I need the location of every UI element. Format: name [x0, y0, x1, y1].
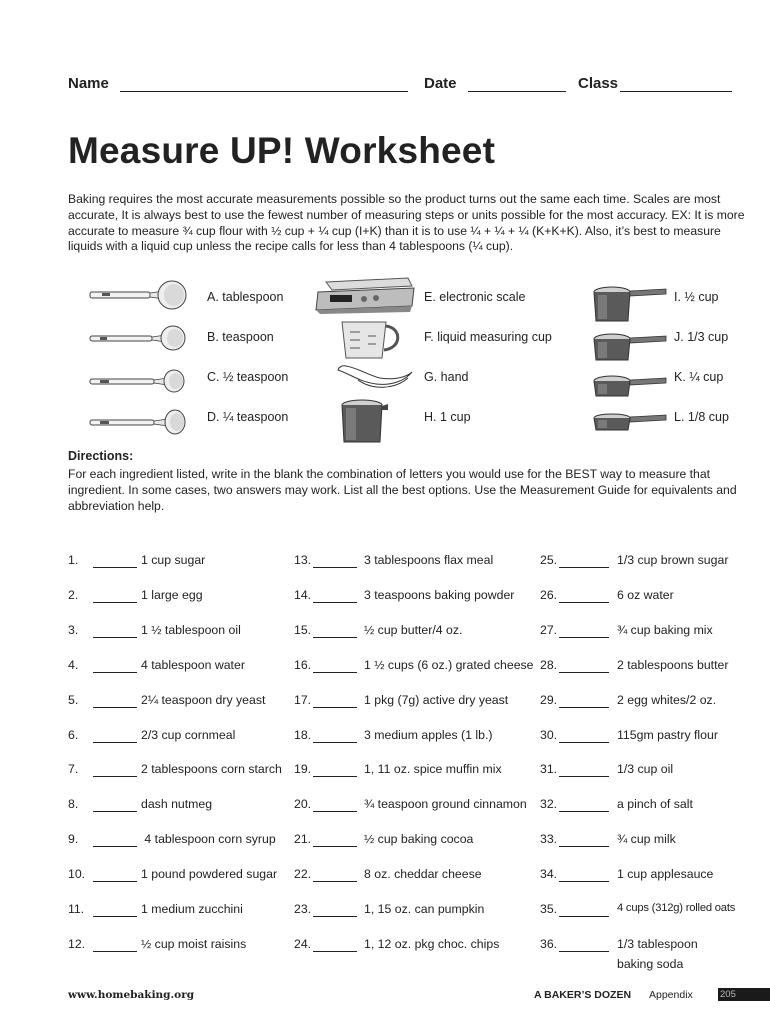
question-number: 3. [68, 622, 79, 637]
class-field[interactable] [620, 91, 732, 92]
answer-blank[interactable] [559, 951, 609, 952]
question-number: 9. [68, 832, 79, 847]
question-number: 27. [540, 622, 558, 637]
intro-paragraph: Baking requires the most accurate measurements possible so the product turns out the same each time. Scales are most accurate, It is always best to use the fewest number of measuring steps or units possible for the most accuracy. EX: It is more accurate to measure ¾ cup flour with ½ cup + ¼ cup (I+K) than it is to use ¼ + ¼ + ¼ (K+K+K). Also, it’s best to measure liquids with a liquid cup unless the recipe calls for less than 4 tablespoons (¼ cup). [68, 192, 745, 254]
ingredient-text: 4 tablespoon water [141, 657, 245, 672]
page-title: Measure UP! Worksheet [68, 130, 496, 171]
tool-label-hand: G. hand [424, 370, 469, 384]
tool-label-quarter-teaspoon: D. ¼ teaspoon [207, 410, 289, 424]
question-number: 14. [294, 587, 312, 602]
footer-section: Appendix [649, 989, 693, 1001]
ingredient-text: 4 cups (312g) rolled oats [617, 902, 736, 914]
question-number: 7. [68, 762, 79, 777]
question-number: 25. [540, 553, 558, 567]
ingredient-text: ¾ cup milk [617, 832, 676, 847]
answer-blank[interactable] [313, 742, 357, 743]
question-number: 24. [294, 936, 312, 951]
tool-label-one-cup: H. 1 cup [424, 410, 471, 424]
footer-brand: A BAKER’S DOZEN [534, 989, 632, 1001]
answer-blank[interactable] [559, 567, 609, 568]
question-number: 31. [540, 762, 558, 777]
ingredient-text: 2/3 cup cornmeal [141, 727, 236, 742]
ingredient-text: 3 teaspoons baking powder [364, 587, 515, 602]
ingredient-text: 1 pound powdered sugar [141, 867, 278, 882]
one-cup-measure-icon [340, 398, 390, 446]
question-number: 19. [294, 762, 312, 777]
page-number: 205 [718, 988, 770, 1001]
question-number: 8. [68, 797, 79, 812]
answer-blank[interactable] [313, 707, 357, 708]
ingredient-text: 1, 12 oz. pkg choc. chips [364, 936, 500, 951]
question-number: 4. [68, 657, 79, 672]
answer-blank[interactable] [93, 672, 137, 673]
ingredient-text: ½ cup butter/4 oz. [364, 622, 463, 637]
name-field[interactable] [120, 91, 408, 92]
answer-blank[interactable] [559, 742, 609, 743]
ingredient-text: 1 ½ cups (6 oz.) grated cheese [364, 657, 534, 672]
answer-blank[interactable] [93, 951, 137, 952]
answer-blank[interactable] [93, 916, 137, 917]
ingredient-text: 6 oz water [617, 587, 674, 602]
answer-blank[interactable] [313, 951, 357, 952]
answer-blank[interactable] [313, 672, 357, 673]
date-label: Date [424, 75, 457, 92]
answer-blank[interactable] [559, 846, 609, 847]
tool-label-eighth-cup: L. 1/8 cup [674, 410, 729, 424]
answer-blank[interactable] [93, 742, 137, 743]
question-36-line2: baking soda [617, 957, 684, 971]
class-label: Class [578, 75, 619, 92]
answer-blank[interactable] [559, 881, 609, 882]
ingredient-text: 1 cup sugar [141, 553, 206, 567]
answer-blank[interactable] [93, 846, 137, 847]
answer-blank[interactable] [559, 637, 609, 638]
name-label: Name [68, 75, 109, 92]
question-number: 22. [294, 867, 312, 882]
answer-blank[interactable] [313, 776, 357, 777]
directions-heading: Directions: [68, 449, 134, 463]
ingredient-text: 8 oz. cheddar cheese [364, 867, 482, 882]
ingredient-text: 2 egg whites/2 oz. [617, 692, 717, 707]
question-number: 5. [68, 692, 79, 707]
answer-blank[interactable] [93, 707, 137, 708]
ingredient-text: 1 medium zucchini [141, 902, 243, 916]
ingredient-text: 4 tablespoon corn syrup [141, 832, 276, 847]
tool-label-teaspoon: B. teaspoon [207, 330, 274, 344]
ingredient-text: 2 tablespoons butter [617, 657, 729, 672]
question-number: 28. [540, 657, 558, 672]
ingredient-text: 1 cup applesauce [617, 867, 714, 882]
ingredient-text: 1, 11 oz. spice muffin mix [364, 762, 502, 777]
tool-label-half-teaspoon: C. ½ teaspoon [207, 370, 289, 384]
tool-label-third-cup: J. 1/3 cup [674, 330, 729, 344]
question-number: 30. [540, 727, 558, 742]
question-number: 12. [68, 936, 86, 951]
question-number: 35. [540, 902, 558, 916]
teaspoon-icon [90, 325, 190, 353]
ingredient-text: 1/3 cup brown sugar [617, 553, 729, 567]
question-number: 10. [68, 867, 86, 882]
question-number: 6. [68, 727, 79, 742]
answer-blank[interactable] [559, 602, 609, 603]
hand-icon [336, 364, 414, 392]
question-number: 18. [294, 727, 312, 742]
liquid-measuring-cup-icon [338, 318, 406, 360]
ingredient-text: a pinch of salt [617, 797, 693, 812]
tablespoon-icon [90, 281, 190, 313]
answer-blank[interactable] [313, 846, 357, 847]
quarter-teaspoon-icon [90, 408, 190, 436]
answer-blank[interactable] [559, 916, 609, 917]
question-number: 23. [294, 902, 312, 916]
ingredient-text: 115gm pastry flour [617, 727, 718, 742]
question-number: 2. [68, 587, 79, 602]
question-number: 11. [68, 902, 85, 916]
ingredient-text: 1 large egg [141, 587, 203, 602]
date-field[interactable] [468, 91, 566, 92]
answer-blank[interactable] [93, 881, 137, 882]
answer-blank[interactable] [313, 811, 357, 812]
ingredient-text: 2 tablespoons corn starch [141, 762, 282, 777]
question-number: 26. [540, 587, 558, 602]
quarter-cup-measure-icon [592, 374, 668, 400]
answer-blank[interactable] [93, 602, 137, 603]
question-number: 36. [540, 936, 558, 951]
question-number: 21. [294, 832, 312, 847]
question-number: 17. [294, 692, 312, 707]
electronic-scale-icon [312, 278, 416, 314]
question-number: 20. [294, 797, 312, 812]
question-number: 33. [540, 832, 558, 847]
half-cup-measure-icon [592, 285, 668, 325]
answer-blank[interactable] [313, 567, 357, 568]
ingredient-text: ¾ teaspoon ground cinnamon [364, 797, 527, 812]
question-number: 32. [540, 797, 558, 812]
ingredient-text: ¾ cup baking mix [617, 622, 713, 637]
answer-blank[interactable] [93, 811, 137, 812]
question-number: 34. [540, 867, 558, 882]
question-number: 16. [294, 657, 312, 672]
ingredient-text: 1 ½ tablespoon oil [141, 622, 241, 637]
answer-blank[interactable] [313, 602, 357, 603]
half-teaspoon-icon [90, 369, 190, 395]
answer-blank[interactable] [313, 881, 357, 882]
question-number: 13. [294, 553, 312, 567]
answer-blank[interactable] [559, 811, 609, 812]
tool-label-quarter-cup: K. ¼ cup [674, 370, 724, 384]
answer-blank[interactable] [93, 776, 137, 777]
ingredient-text: 3 tablespoons flax meal [364, 553, 494, 567]
tool-label-electronic-scale: E. electronic scale [424, 290, 526, 304]
question-number: 1. [68, 553, 79, 567]
third-cup-measure-icon [592, 332, 668, 364]
answer-blank[interactable] [559, 672, 609, 673]
eighth-cup-measure-icon [592, 412, 668, 434]
tool-label-half-cup: I. ½ cup [674, 290, 719, 304]
question-number: 29. [540, 692, 558, 707]
ingredient-text: 1 pkg (7g) active dry yeast [364, 692, 509, 707]
tool-label-liquid-cup: F. liquid measuring cup [424, 330, 552, 344]
ingredient-text: 1/3 tablespoon [617, 936, 698, 951]
footer-website: www.homebaking.org [68, 989, 195, 1001]
directions-text: For each ingredient listed, write in the blank the combination of letters you would use for the BEST way to measure that ingredient. In some cases, two answers may work. List all the best options. Use the Measurement Guide for equivalents and abbreviation help. [68, 467, 737, 513]
ingredient-text: 1, 15 oz. can pumpkin [364, 902, 485, 916]
ingredient-text: ½ cup moist raisins [141, 936, 247, 951]
answer-blank[interactable] [313, 637, 357, 638]
answer-blank[interactable] [559, 776, 609, 777]
answer-blank[interactable] [313, 916, 357, 917]
answer-blank[interactable] [93, 637, 137, 638]
ingredient-text: 1/3 cup oil [617, 762, 674, 777]
answer-blank[interactable] [93, 567, 137, 568]
ingredient-text: dash nutmeg [141, 797, 213, 812]
answer-blank[interactable] [559, 707, 609, 708]
tool-label-tablespoon: A. tablespoon [207, 290, 284, 304]
ingredient-text: 2¼ teaspoon dry yeast [141, 692, 266, 707]
question-number: 15. [294, 622, 312, 637]
ingredient-text: 3 medium apples (1 lb.) [364, 727, 493, 742]
ingredient-text: ½ cup baking cocoa [364, 832, 474, 847]
